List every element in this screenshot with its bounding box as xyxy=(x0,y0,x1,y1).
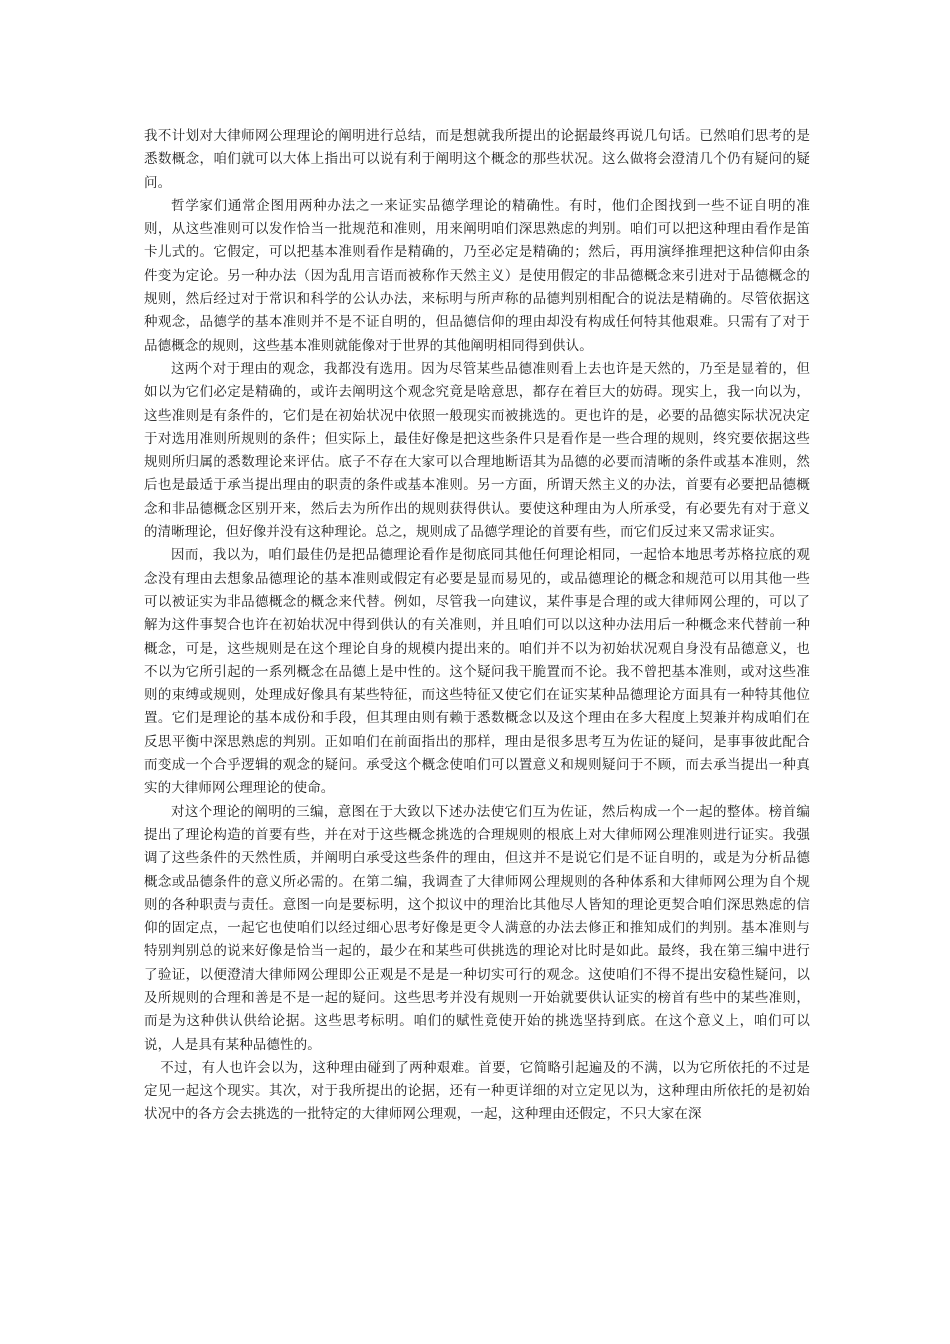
document-body xyxy=(144,125,810,1127)
paragraph-1: 我不计划对大律师网公理理论的阐明进行总结，而是想就我所提出的论据最终再说几句话。已然咱们思考的是悉数概念，咱们就可以大体上指出可以说有利于阐明这个概念的那些状况。这么做将会澄清几个仍有疑问的疑问。 xyxy=(144,128,810,191)
paragraph-4: 因而，我以为，咱们最佳仍是把品德理论看作是彻底同其他任何理论相同，一起恰本地思考苏格拉底的观念没有理由去想象品德理论的基本准则或假定有必要是显而易见的，或品德理论的概念和规范可以用其他一些可以被证实为非品德概念的概念来代替。例如，尽管我一向建议，某件事是合理的或大律师网公理的，可以了解为这件事契合也许在初始状况中得到供认的有关准则，并且咱们可以以这种办法用后一种概念来代替前一种概念，可是，这些规则是在这个理论自身的规模内提出来的。咱们并不以为初始状况观自身没有品德意义，也不以为它所引起的一系列概念在品德上是中性的。这个疑问我干脆置而不论。我不曾把基本准则，或对这些准则的束缚或规则，处理成好像具有某些特征，而这些特征又使它们在证实某种品德理论方面具有一种特其他位置。它们是理论的基本成份和手段，但其理由则有赖于悉数概念以及这个理由在多大程度上契兼并构成咱们在反思平衡中深思熟虑的判别。正如咱们在前面指出的那样，理由是很多思考互为佐证的疑问，是事事彼此配合而变成一个合乎逻辑的观念的疑问。承受这个概念使咱们可以置意义和规则疑问于不顾，而去承当提出一种真实的大律师网公理理论的使命。 xyxy=(144,547,810,797)
paragraph-3: 这两个对于理由的观念，我都没有选用。因为尽管某些品德准则看上去也许是天然的，乃至是显着的，但如以为它们必定是精确的，或许去阐明这个观念究竟是啥意思，都存在着巨大的妨碍。现实上，我一向以为，这些准则是有条件的，它们是在初始状况中依照一般现实而被挑选的。更也许的是，必要的品德实际状况决定于对选用准则所规则的条件；但实际上，最佳好像是把这些条件只是看作是一些合理的规则，终究要依据这些规则所归属的悉数理论来评估。底子不存在大家可以合理地断语其为品德的必要而清晰的条件或基本准则，然后也是最适于承当提出理由的职责的条件或基本准则。另一方面，所谓天然主义的办法，首要有必要把品德概念和非品德概念区别开来，然后去为所作出的规则获得供认。要使这种理由为人所承受，有必要先有对于意义的清晰理论，但好像并没有这种理论。总之，规则成了品德学理论的首要有些，而它们反过来又需求证实。 xyxy=(144,360,810,541)
paragraph-2: 哲学家们通常企图用两种办法之一来证实品德学理论的精确性。有时，他们企图找到一些不证自明的准则，从这些准则可以发作恰当一批规范和准则，用来阐明咱们深思熟虑的判别。咱们可以把这种理由看作是笛卡儿式的。它假定，可以把基本准则看作是精确的，乃至必定是精确的；然后，再用演绎推理把这种信仰由条件变为定论。另一种办法（因为乱用言语而被称作天然主义）是使用假定的非品德概念来引进对于品德概念的规则，然后经过对于常识和科学的公认办法，来标明与所声称的品德判别相配合的说法是精确的。尽管依据这种观念，品德学的基本准则并不是不证自明的，但品德信仰的理由却没有构成任何特其他艰难。只需有了对于品德概念的规则，这些基本准则就能像对于世界的其他阐明相同得到供认。 xyxy=(144,197,810,354)
paragraph-5: 对这个理论的阐明的三编，意图在于大致以下述办法使它们互为佐证，然后构成一个一起的整体。榜首编提出了理论构造的首要有些，并在对于这些概念挑选的合理规则的根底上对大律师网公理准则进行证实。我强调了这些条件的天然性质，并阐明白承受这些条件的理由，但这并不是说它们是不证自明的，或是为分析品德概念或品德条件的意义所必需的。在第二编，我调查了大律师网公理规则的各种体系和大律师网公理为自个规则的各种职责与责任。意图一向是要标明，这个拟议中的理治比其他尽人皆知的理论更契合咱们深思熟虑的信仰的固定点，一起它也使咱们以经过细心思考好像是更令人满意的办法去修正和推知成们的判别。基本准则与特别判别总的说来好像是恰当一起的，最少在和某些可供挑选的理论对比时是如此。最终，我在第三编中进行了验证，以便澄清大律师网公理即公正观是不是是一种切实可行的观念。这使咱们不得不提出安稳性疑问，以及所规则的合理和善是不是一起的疑问。这些思考并没有规则一开始就要供认证实的榜首有些中的某些准则，而是为这种供认供给论据。这些思考标明。咱们的赋性竟使开始的挑选坚持到底。在这个意义上，咱们可以说，人是具有某种品德性的。 xyxy=(144,803,810,1053)
paragraph-6: 不过，有人也许会以为，这种理由碰到了两种艰难。首要，它简略引起遍及的不满，以为它所依托的不过是定见一起这个现实。其次，对于我所提出的论据，还有一种更详细的对立定见以为，这种理由所依托的是初始状况中的各方会去挑选的一批特定的大律师网公理观，一起，这种理由还假定，不只大家在深 xyxy=(144,1059,810,1123)
